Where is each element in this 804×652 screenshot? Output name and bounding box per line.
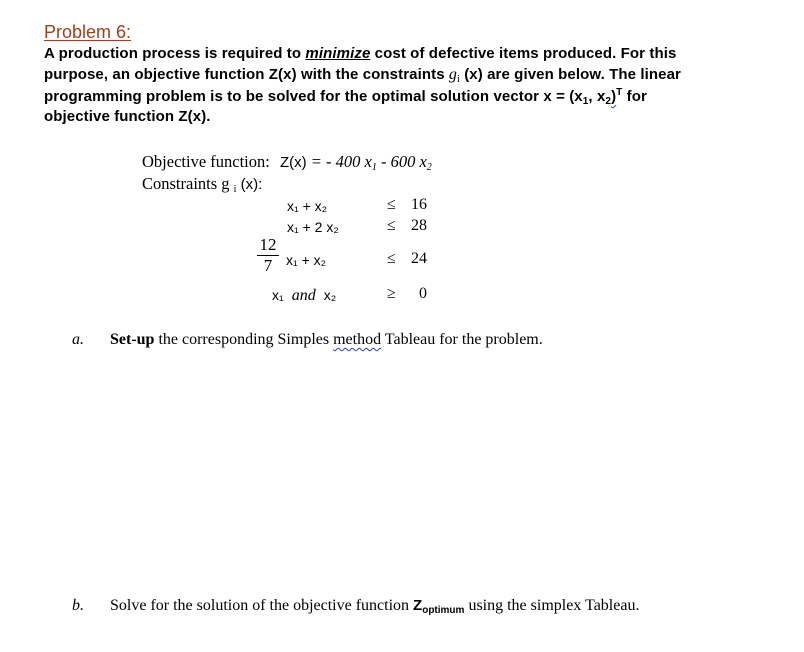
objective-expression: = - 400 $x_1 - 600$ $x_2$: [306, 152, 432, 173]
constraint-1-rhs: 16: [411, 196, 427, 213]
minimize-emphasis: minimize: [305, 45, 371, 62]
spelling-underline: ): [611, 88, 617, 105]
nonnegativity-rhs: 0: [419, 285, 427, 302]
constraint-2-lhs: x₁ + 2 x₂: [287, 219, 339, 235]
nonnegativity-relation: ≥: [387, 285, 396, 302]
constraint-3-rhs: 24: [411, 250, 427, 267]
constraint-3-lhs: x₁ + x₂: [286, 252, 327, 268]
constraint-1-relation: ≤: [387, 196, 396, 213]
question-b-label: b.: [72, 597, 84, 614]
intro-line-1: A production process is required to minimize cost of defective items produced. For this: [44, 45, 677, 62]
question-a-label: a.: [72, 331, 84, 348]
constraint-2-rhs: 28: [411, 217, 427, 234]
constraint-2-relation: ≤: [387, 217, 396, 234]
spelling-underline: method: [333, 331, 382, 348]
constraints-label: Constraints g $_i$ (x):: [142, 174, 263, 195]
nonnegativity-lhs: x₁ and x₂: [272, 287, 337, 304]
intro-line-2: purpose, an objective function Z(x) with the constraints $g_i$ (x) are given below. The linear: [44, 66, 681, 85]
constraint-1-lhs: x₁ + x₂: [287, 198, 328, 214]
constraint-3-relation: ≤: [387, 250, 396, 267]
intro-line-4: objective function Z(x).: [44, 108, 211, 125]
objective-function: Objective function: Z(x) = - 400 $x_1 - 600$ $x_2$: [142, 152, 432, 173]
constraint-3-fraction: 12 7: [257, 236, 279, 275]
question-b-text: Solve for the solution of the objective function $Z_{optimum}$ using the simplex Tableau.: [110, 597, 640, 616]
question-a-text: Set-up the corresponding Simples method Tableau for the problem.: [110, 331, 543, 348]
problem-title: Problem 6:: [44, 22, 132, 42]
question-b: [72, 597, 792, 619]
question-a: [72, 331, 772, 353]
intro-line-3: programming problem is to be solved for the optimal solution vector $x = (x_1$, $x_2)^T$ for: [44, 87, 647, 107]
